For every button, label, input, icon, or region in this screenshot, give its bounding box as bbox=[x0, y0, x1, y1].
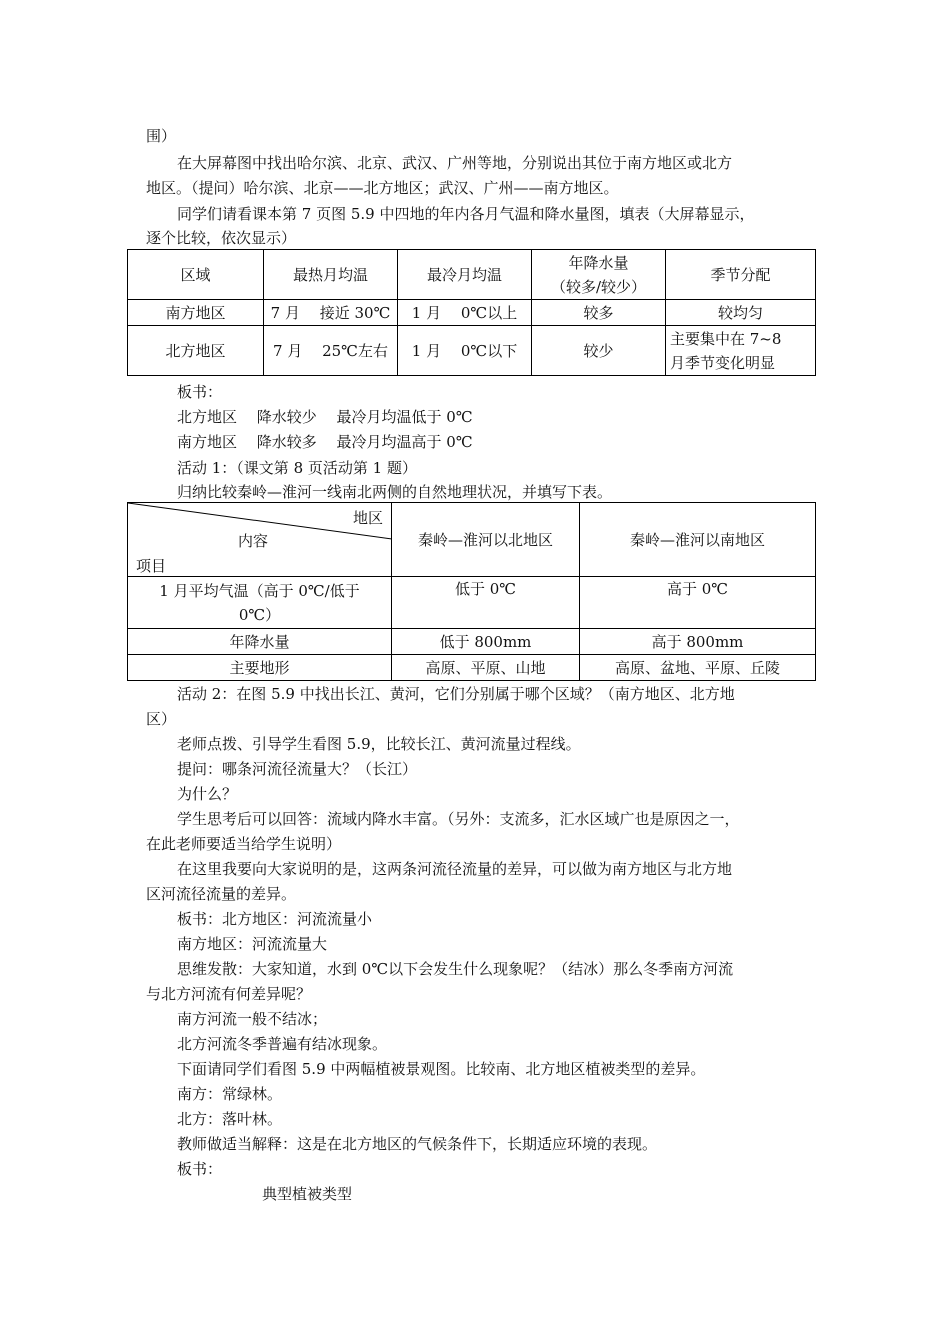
table-cell: 较均匀 bbox=[666, 300, 816, 326]
paragraph: 教师做适当解释：这是在北方地区的气候条件下，长期适应环境的表现。 bbox=[177, 1135, 658, 1153]
table-cell: 较多 bbox=[532, 300, 666, 326]
paragraph: 与北方河流有何差异呢？ bbox=[146, 985, 312, 1003]
paragraph: 同学们请看课本第 7 页图 5.9 中四地的年内各月气温和降水量图，填表（大屏幕显示， bbox=[177, 205, 755, 223]
diagonal-header-cell bbox=[128, 503, 392, 577]
table-cell: 低于 0℃ bbox=[392, 577, 580, 629]
paragraph: 地区。（提问）哈尔滨、北京——北方地区；武汉、广州——南方地区。 bbox=[146, 179, 619, 197]
header-annual-precip: 年降水量 （较多/较少） bbox=[532, 250, 666, 300]
paragraph: 板书：北方地区：河流流量小 bbox=[177, 910, 373, 928]
paragraph: 北方：落叶林。 bbox=[177, 1110, 283, 1128]
paragraph: 板书： bbox=[177, 1160, 223, 1178]
paragraph: 活动 2：在图 5.9 中找出长江、黄河，它们分别属于哪个区域？（南方地区、北方地 bbox=[177, 685, 735, 703]
paragraph: 思维发散：大家知道，水到 0℃以下会发生什么现象呢？（结冰）那么冬季南方河流 bbox=[177, 960, 734, 978]
table-cell: 7 月 25℃左右 bbox=[264, 326, 398, 376]
paragraph: 围） bbox=[146, 127, 177, 145]
paragraph: 为什么？ bbox=[177, 785, 238, 803]
paragraph: 在此老师要适当给学生说明） bbox=[146, 835, 342, 853]
table-cell: 高原、平原、山地 bbox=[392, 655, 580, 681]
header-coldest-month: 最冷月均温 bbox=[398, 250, 532, 300]
corner-label-content: 内容 bbox=[238, 532, 269, 550]
table-cell: 高原、盆地、平原、丘陵 bbox=[580, 655, 816, 681]
paragraph: 学生思考后可以回答：流域内降水丰富。（另外：支流多，汇水区域广也是原因之一， bbox=[177, 810, 740, 828]
paragraph: 南方河流一般不结冰； bbox=[177, 1010, 328, 1028]
paragraph: 南方：常绿林。 bbox=[177, 1085, 283, 1103]
paragraph: 归纳比较秦岭—淮河一线南北两侧的自然地理状况，并填写下表。 bbox=[177, 483, 613, 501]
paragraph: 典型植被类型 bbox=[262, 1185, 353, 1203]
table-cell: 高于 800mm bbox=[580, 629, 816, 655]
paragraph: 老师点拨、引导学生看图 5.9，比较长江、黄河流量过程线。 bbox=[177, 735, 581, 753]
paragraph: 区） bbox=[146, 710, 177, 728]
table-cell: 北方地区 bbox=[128, 326, 264, 376]
table-cell: 1 月 0℃以上 bbox=[398, 300, 532, 326]
paragraph: 南方地区：河流流量大 bbox=[177, 935, 328, 953]
corner-label-region: 地区 bbox=[352, 509, 383, 527]
qinling-huaihe-table bbox=[127, 502, 816, 681]
paragraph: 北方地区 降水较少 最冷月均温低于 0℃ bbox=[177, 408, 473, 426]
paragraph: 活动 1：（课文第 8 页活动第 1 题） bbox=[177, 459, 417, 477]
header-north: 秦岭—淮河以北地区 bbox=[392, 503, 580, 577]
paragraph: 在这里我要向大家说明的是，这两条河流径流量的差异，可以做为南方地区与北方地 bbox=[177, 860, 733, 878]
table-cell: 高于 0℃ bbox=[580, 577, 816, 629]
table-cell: 主要集中在 7~8 月季节变化明显 bbox=[666, 326, 816, 376]
paragraph: 板书： bbox=[177, 383, 223, 401]
table-cell: 较少 bbox=[532, 326, 666, 376]
header-hottest-month: 最热月均温 bbox=[264, 250, 398, 300]
paragraph: 逐个比较，依次显示） bbox=[146, 229, 297, 247]
paragraph: 区河流径流量的差异。 bbox=[146, 885, 297, 903]
table-cell: 南方地区 bbox=[128, 300, 264, 326]
table-cell: 主要地形 bbox=[128, 655, 392, 681]
paragraph: 在大屏幕图中找出哈尔滨、北京、武汉、广州等地，分别说出其位于南方地区或北方 bbox=[177, 154, 733, 172]
table-cell: 1 月平均气温（高于 0℃/低于 0℃） bbox=[128, 577, 392, 629]
header-region: 区域 bbox=[128, 250, 264, 300]
table-cell: 1 月 0℃以下 bbox=[398, 326, 532, 376]
table-cell: 低于 800mm bbox=[392, 629, 580, 655]
climate-comparison-table bbox=[127, 249, 816, 376]
table-cell: 7 月 接近 30℃ bbox=[264, 300, 398, 326]
paragraph: 北方河流冬季普遍有结冰现象。 bbox=[177, 1035, 388, 1053]
paragraph: 南方地区 降水较多 最冷月均温高于 0℃ bbox=[177, 433, 473, 451]
header-south: 秦岭—淮河以南地区 bbox=[580, 503, 816, 577]
table-cell: 年降水量 bbox=[128, 629, 392, 655]
corner-label-item: 项目 bbox=[136, 557, 167, 575]
paragraph: 提问：哪条河流径流量大？（长江） bbox=[177, 760, 418, 778]
header-seasonal-distribution: 季节分配 bbox=[666, 250, 816, 300]
paragraph: 下面请同学们看图 5.9 中两幅植被景观图。比较南、北方地区植被类型的差异。 bbox=[177, 1060, 706, 1078]
